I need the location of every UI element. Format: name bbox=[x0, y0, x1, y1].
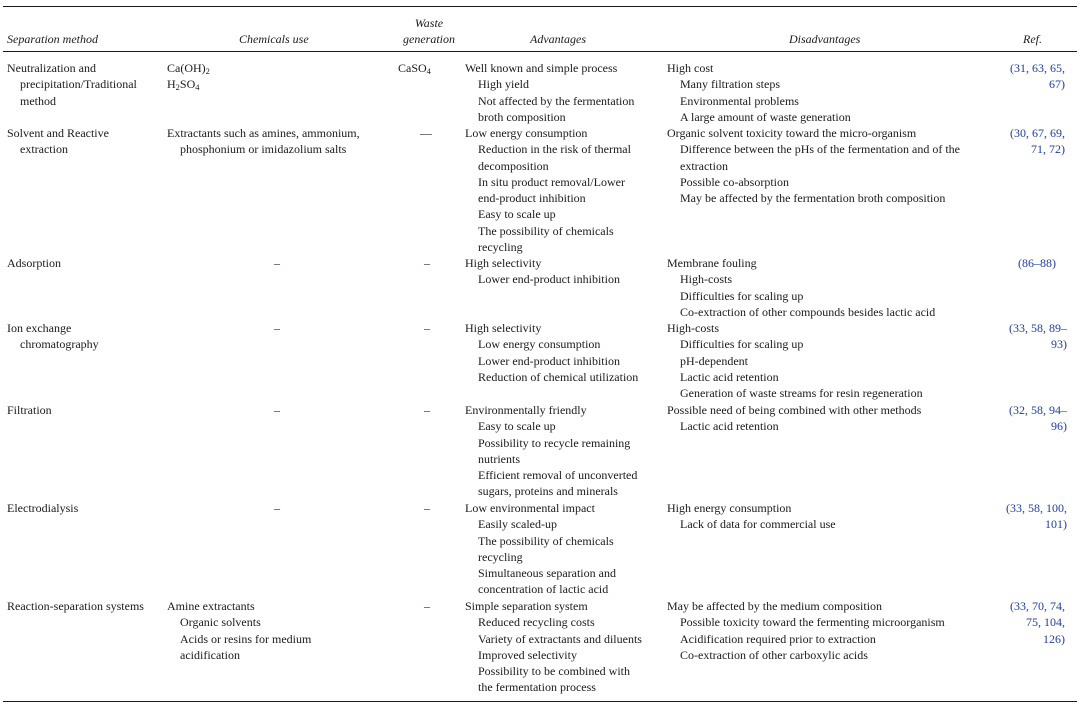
header-waste-line1: Waste bbox=[414, 16, 444, 30]
row-4-disadvantages: Possible need of being combined with other methods Lactic acid retention bbox=[667, 403, 922, 434]
header-waste bbox=[396, 15, 462, 47]
row-1-ref[interactable]: (30, 67, 69, 71, 72) bbox=[1010, 126, 1065, 157]
row-5-disadvantages: High energy consumption Lack of data for commercial use bbox=[667, 501, 836, 532]
header-rule bbox=[3, 51, 1077, 52]
row-3-disadvantages: High-costs Difficulties for scaling up pH-dependent Lactic acid retention Generation of waste streams for resin regeneration bbox=[667, 321, 923, 401]
row-1-advantages: Low energy consumption Reduction in the risk of thermal decomposition In situ product removal/Lower end-product inhibition Easy to scale up The possibility of chemicals recycling bbox=[465, 126, 631, 255]
row-3-chemicals: – bbox=[274, 321, 280, 335]
row-6-disadvantages: May be affected by the medium composition Possible toxicity toward the fermenting microorganism Acidification required prior to extraction Co-extraction of other carboxylic acids bbox=[667, 599, 945, 662]
row-4-method: Filtration bbox=[7, 403, 52, 417]
row-6-advantages: Simple separation system Reduced recycling costs Variety of extractants and diluents Improved selectivity Possibility to be combined with the fermentation process bbox=[465, 599, 642, 695]
row-1-disadvantages: Organic solvent toxicity toward the micro-organism Difference between the pHs of the fermentation and of the extraction Possible co-absorption May be affected by the fermentation broth composition bbox=[667, 126, 960, 206]
row-3-ref[interactable]: (33, 58, 89– 93) bbox=[1009, 321, 1067, 352]
row-4-chemicals: – bbox=[274, 403, 280, 417]
row-0-chemicals: $Ca(OH)_2$ $H_2SO_4$ bbox=[167, 61, 210, 93]
row-5-waste: – bbox=[424, 501, 430, 515]
row-0-waste: CaSO$_4$ bbox=[398, 61, 431, 76]
row-1-waste: — bbox=[420, 126, 432, 140]
row-5-method: Electrodialysis bbox=[7, 501, 79, 515]
header-ref: Ref. bbox=[1023, 32, 1042, 46]
row-6-chemicals: Amine extractants Organic solvents Acids or resins for medium acidification bbox=[167, 599, 312, 662]
header-chemicals: Chemicals use bbox=[239, 32, 309, 46]
row-4-ref[interactable]: (32, 58, 94– 96) bbox=[1009, 403, 1067, 434]
header-disadvantages: Disadvantages bbox=[789, 32, 861, 46]
row-3-method: Ion exchange chromatography bbox=[7, 321, 99, 352]
row-2-ref[interactable]: (86–88) bbox=[1018, 256, 1056, 270]
row-2-advantages: High selectivity Lower end-product inhibition bbox=[465, 256, 620, 287]
header-advantages: Advantages bbox=[530, 32, 586, 46]
row-5-ref[interactable]: (33, 58, 100, 101) bbox=[1006, 501, 1067, 532]
top-rule bbox=[3, 6, 1077, 7]
row-2-chemicals: – bbox=[274, 256, 280, 270]
bottom-rule bbox=[3, 701, 1077, 702]
row-6-method: Reaction-separation systems bbox=[7, 599, 144, 613]
header-method: Separation method bbox=[7, 32, 98, 46]
row-1-method: Solvent and Reactive extraction bbox=[7, 126, 109, 157]
row-0-method: Neutralization and precipitation/Traditional method bbox=[7, 61, 137, 108]
row-2-method: Adsorption bbox=[7, 256, 61, 270]
row-0-disadvantages: High cost Many filtration steps Environmental problems A large amount of waste generation bbox=[667, 61, 851, 124]
row-4-waste: – bbox=[424, 403, 430, 417]
row-2-waste: – bbox=[424, 256, 430, 270]
row-0-ref[interactable]: (31, 63, 65, 67) bbox=[1010, 61, 1065, 92]
row-0-advantages: Well known and simple process High yield Not affected by the fermentation broth composition bbox=[465, 61, 635, 124]
row-2-disadvantages: Membrane fouling High-costs Difficulties for scaling up Co-extraction of other compounds besides lactic acid bbox=[667, 256, 936, 319]
row-5-advantages: Low environmental impact Easily scaled-up The possibility of chemicals recycling Simultaneous separation and concentration of lactic acid bbox=[465, 501, 616, 597]
row-1-chemicals: Extractants such as amines, ammonium, phosphonium or imidazolium salts bbox=[167, 126, 360, 157]
row-3-waste: – bbox=[424, 321, 430, 335]
row-5-chemicals: – bbox=[274, 501, 280, 515]
header-waste-line2: generation bbox=[403, 32, 455, 46]
row-6-waste: – bbox=[424, 599, 430, 613]
row-6-ref[interactable]: (33, 70, 74, 75, 104, 126) bbox=[1010, 599, 1065, 646]
row-4-advantages: Environmentally friendly Easy to scale up Possibility to recycle remaining nutrients Efficient removal of unconverted sugars, proteins and minerals bbox=[465, 403, 638, 499]
row-3-advantages: High selectivity Low energy consumption Lower end-product inhibition Reduction of chemical utilization bbox=[465, 321, 639, 384]
